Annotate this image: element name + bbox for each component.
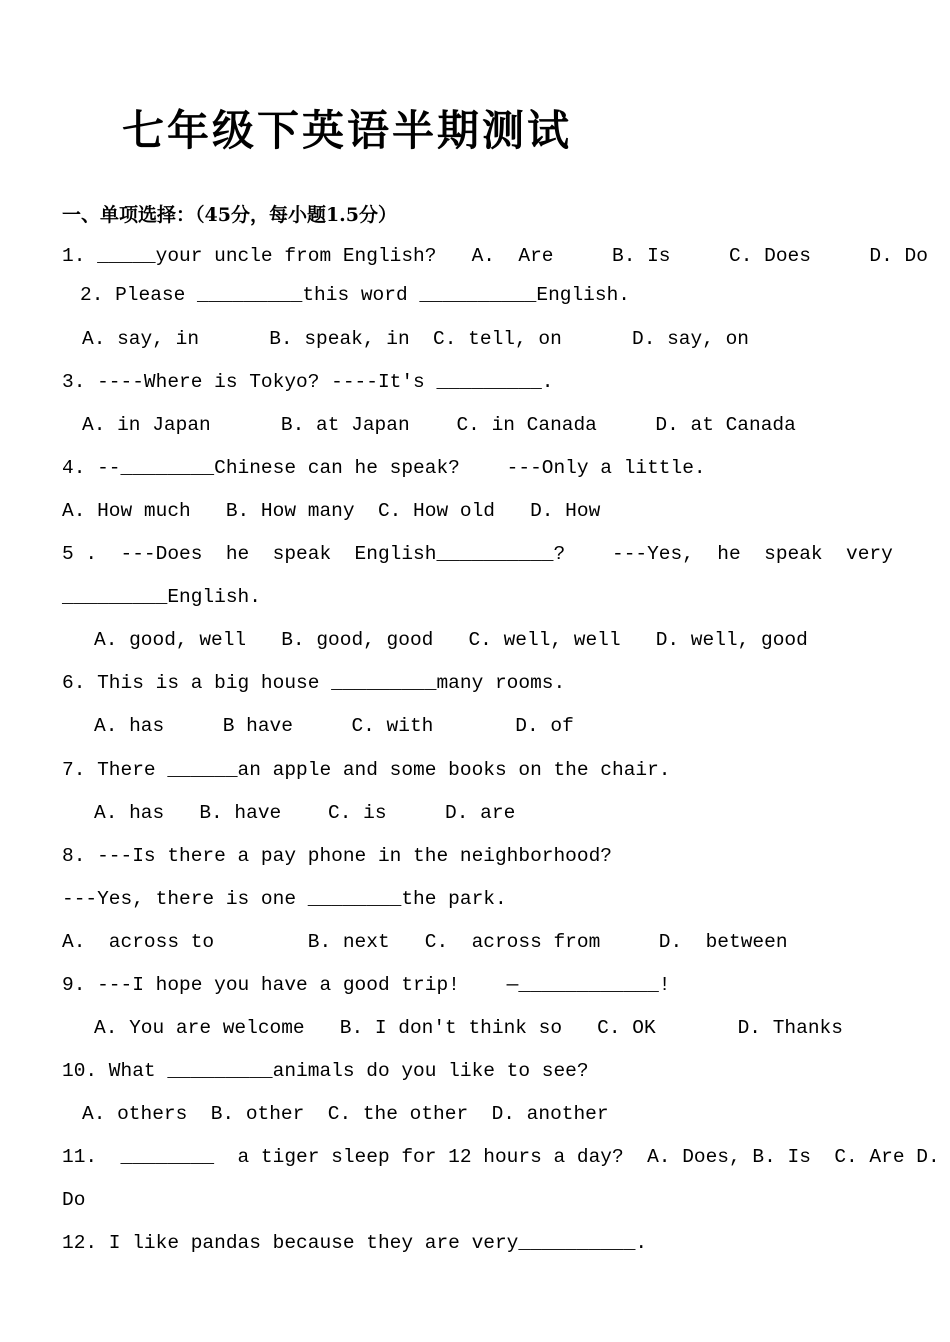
question-8-options: A. across to B. next C. across from D. between xyxy=(62,931,788,953)
question-5-options: A. good, well B. good, good C. well, well D. well, good xyxy=(94,629,808,651)
section-heading: 一、单项选择：（45分，每小题1.5分） xyxy=(62,204,397,226)
question-9-options: A. You are welcome B. I don't think so C. OK D. Thanks xyxy=(94,1017,843,1039)
question-11-continued: Do xyxy=(62,1189,86,1211)
question-5: 5 . ---Does he speak English__________? ---Yes, he speak very xyxy=(62,543,893,565)
question-6-options: A. has B have C. with D. of xyxy=(94,715,574,737)
question-10-options: A. others B. other C. the other D. another xyxy=(82,1103,609,1125)
question-3-options: A. in Japan B. at Japan C. in Canada D. at Canada xyxy=(82,414,796,436)
question-1: 1. _____your uncle from English? A. Are B. Is C. Does D. Do xyxy=(62,245,928,267)
question-10: 10. What _________animals do you like to see? xyxy=(62,1060,589,1082)
question-7: 7. There ______an apple and some books on the chair. xyxy=(62,759,671,781)
question-2: 2. Please _________this word __________English. xyxy=(80,284,630,306)
question-11: 11. ________ a tiger sleep for 12 hours a day? A. Does, B. Is C. Are D. xyxy=(62,1146,940,1168)
exam-title: 七年级下英语半期测试 xyxy=(122,106,573,155)
question-3: 3. ----Where is Tokyo? ----It's _________. xyxy=(62,371,554,393)
question-5-continued: _________English. xyxy=(62,586,261,608)
question-9: 9. ---I hope you have a good trip! —____________! xyxy=(62,974,671,996)
question-2-options: A. say, in B. speak, in C. tell, on D. say, on xyxy=(82,328,750,350)
question-12: 12. I like pandas because they are very__________. xyxy=(62,1232,648,1254)
question-4: 4. --________Chinese can he speak? ---Only a little. xyxy=(62,457,706,479)
question-8-answer-line: ---Yes, there is one ________the park. xyxy=(62,888,507,910)
question-7-options: A. has B. have C. is D. are xyxy=(94,802,516,824)
question-4-options: A. How much B. How many C. How old D. How xyxy=(62,500,601,522)
question-8: 8. ---Is there a pay phone in the neighborhood? xyxy=(62,845,612,867)
question-6: 6. This is a big house _________many rooms. xyxy=(62,672,566,694)
